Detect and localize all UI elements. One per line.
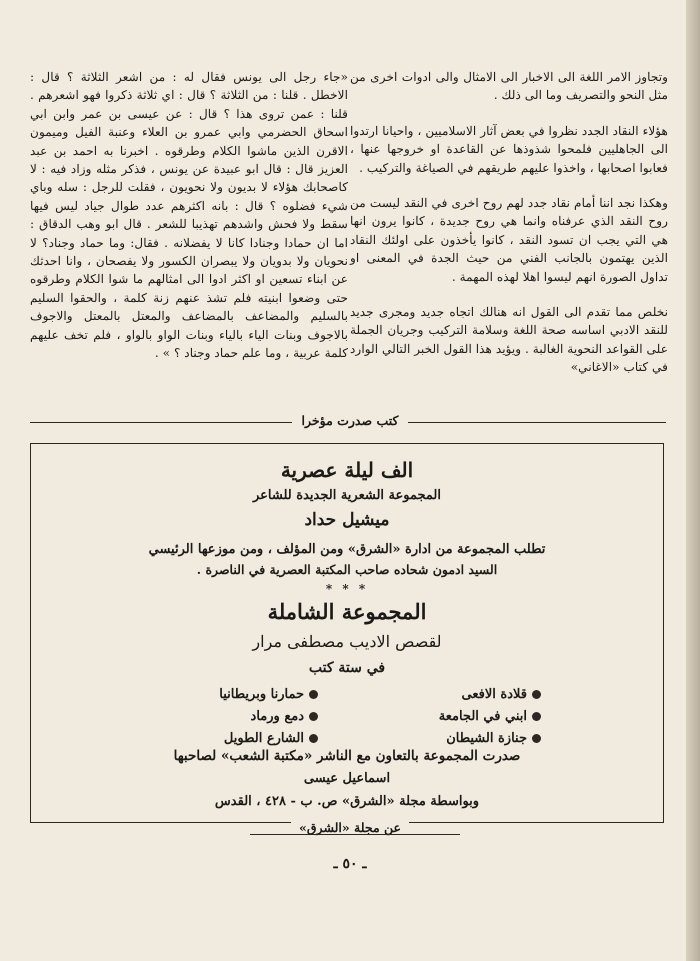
book-list-item: حمارنا وبريطانيا [219, 687, 318, 702]
book1-distributor: السيد ادمون شحاده صاحب المكتبة العصرية في الناصرة . [196, 562, 498, 577]
quote-paragraph: «جاء رجل الى يونس فقال له : من اشعر الثلاثة ؟ قال : الاخطل . قلنا : من الثلاثة ؟ قال : اي ثلاثة ذكروا فهو اشعرهم . قلنا : عمن تروى هذا ؟ قال : عن عيسى بن عمر وابن ابي اسحاق الحضرمي وابي عمرو بن العلاء وعنبة الفيل وميمون الاقرن الذين ماشوا الكلام وطرقوه . اخبرنا به احمد بن عبد العزيز قال : قال ابو عبيدة عن يونس ، فذكر مثله وزاد فيه : لا كاصحابك هؤلاء لا بديون ولا نحويون ، فقلت للرجل : سله وباي شيء فضلوه ؟ قال : بانه اكثرهم عدد طوال جياد ليس فيها سقط ولا فحش واشدهم تهذيبا للشعر . قال ابو وهب الدقاق : اما ان حمادا وجنادا كانا لا يفضلانه . فقال: وما حماد وجناد؟ لا نحويان ولا بدويان ولا يبصران الكسور ولا يفصحان ، وانا احدثك عن ابناء تسعين او اكثر ادوا الى امثالهم ما شوا الكلام وطرقوه حتى وضعوا ابنيته فلم تشذ عنهم زنة كلمة ، والحقوا السليم بالسليم والمضاعف بالمضاعف والمعتل بالمعتل والاجوف بالاجوف وبنات الياء بالياء وبنات الواو بالواو ، فلم تخف عليهم كلمة عربية ، وما علم حماد وجناد ؟ » . [30, 70, 348, 361]
book1-title: الف ليلة عصرية [280, 458, 414, 482]
book1-order-line: تطلب المجموعة من ادارة «الشرق» ومن المؤلف ، ومن موزعها الرئيسي [148, 542, 546, 557]
book-list-item: ابني في الجامعة [439, 709, 541, 724]
ad-footer-text: عن مجلة «الشرق» [291, 820, 409, 835]
ad-header-text: كتب صدرت مؤخرا [292, 413, 409, 428]
article-column-right [350, 68, 668, 394]
bullet-icon [532, 734, 541, 743]
book2-title: المجموعة الشاملة [267, 599, 427, 624]
advertisement-box [30, 443, 664, 823]
page-number: ـ ٥٠ ـ [333, 856, 367, 872]
publisher-line: صدرت المجموعة بالتعاون مع الناشر «مكتبة الشعب» لصاحبها [173, 748, 521, 764]
book-list-item: دمع ورماد [251, 709, 318, 724]
book1-subtitle: المجموعة الشعرية الجديدة للشاعر [252, 488, 441, 503]
publisher-address: وبواسطة مجلة «الشرق» ص. ب - ٤٢٨ ، القدس [214, 794, 480, 809]
publisher-name: اسماعيل عيسى [303, 771, 391, 786]
paragraph-1: وتجاوز الامر اللغة الى الاخبار الى الامثال والى ادوات اخرى من مثل النحو والتصريف وما الى ذلك . [350, 70, 668, 103]
ad-header [0, 410, 700, 429]
bullet-icon [532, 690, 541, 699]
bullet-icon [309, 712, 318, 721]
book2-volumes: في ستة كتب [308, 660, 386, 676]
paragraph-4: نخلص مما تقدم الى القول انه هنالك اتجاه جديد ومجرى جديد للنقد الادبي اساسه صحة اللغة وسلامة التركيب وجريان الجملة على القواعد النحوية الغالبة . ويؤيد هذا القول الخبر التالي الوارد في كتاب «الاغاني» [350, 305, 668, 375]
bullet-icon [309, 690, 318, 699]
book-list-item: قلادة الافعى [462, 687, 541, 702]
paragraph-2: هؤلاء النقاد الجدد نظروا في بعض آثار الاسلاميين ، واحيانا ارتدوا الى الجاهليين فلمحوا شذوذها عن القاعدة او خروجها عنها ، فعابوا اصحابها ، واخذوا عليهم طريقهم في الصياغة والتركيب . [350, 123, 668, 175]
bullet-icon [309, 734, 318, 743]
book1-author: ميشيل حداد [304, 510, 390, 530]
footer-rule [250, 834, 460, 835]
article-column-left [30, 68, 348, 380]
book-list-item: الشارع الطويل [224, 731, 318, 746]
book2-subtitle: لقصص الاديب مصطفى مرار [252, 632, 442, 651]
paragraph-3: وهكذا نجد اننا أمام نقاد جدد لهم روح اخرى في النقد ليست من روح النقد الذي عرفناه وانما هي روح جديدة ، كانوا يرون انها هي التي يجب ان تسود النقد ، كانوا يأخذون على اولئك النقاد الذين يهتمون بالجانب الفني من حيث الجدة في المعنى او تداول الصورة انهم ليسوا اهلا لهذه المهمة . [350, 196, 668, 284]
book-list-item: جنازة الشيطان [446, 731, 541, 746]
bullet-icon [532, 712, 541, 721]
separator-stars: * * * [325, 582, 369, 596]
